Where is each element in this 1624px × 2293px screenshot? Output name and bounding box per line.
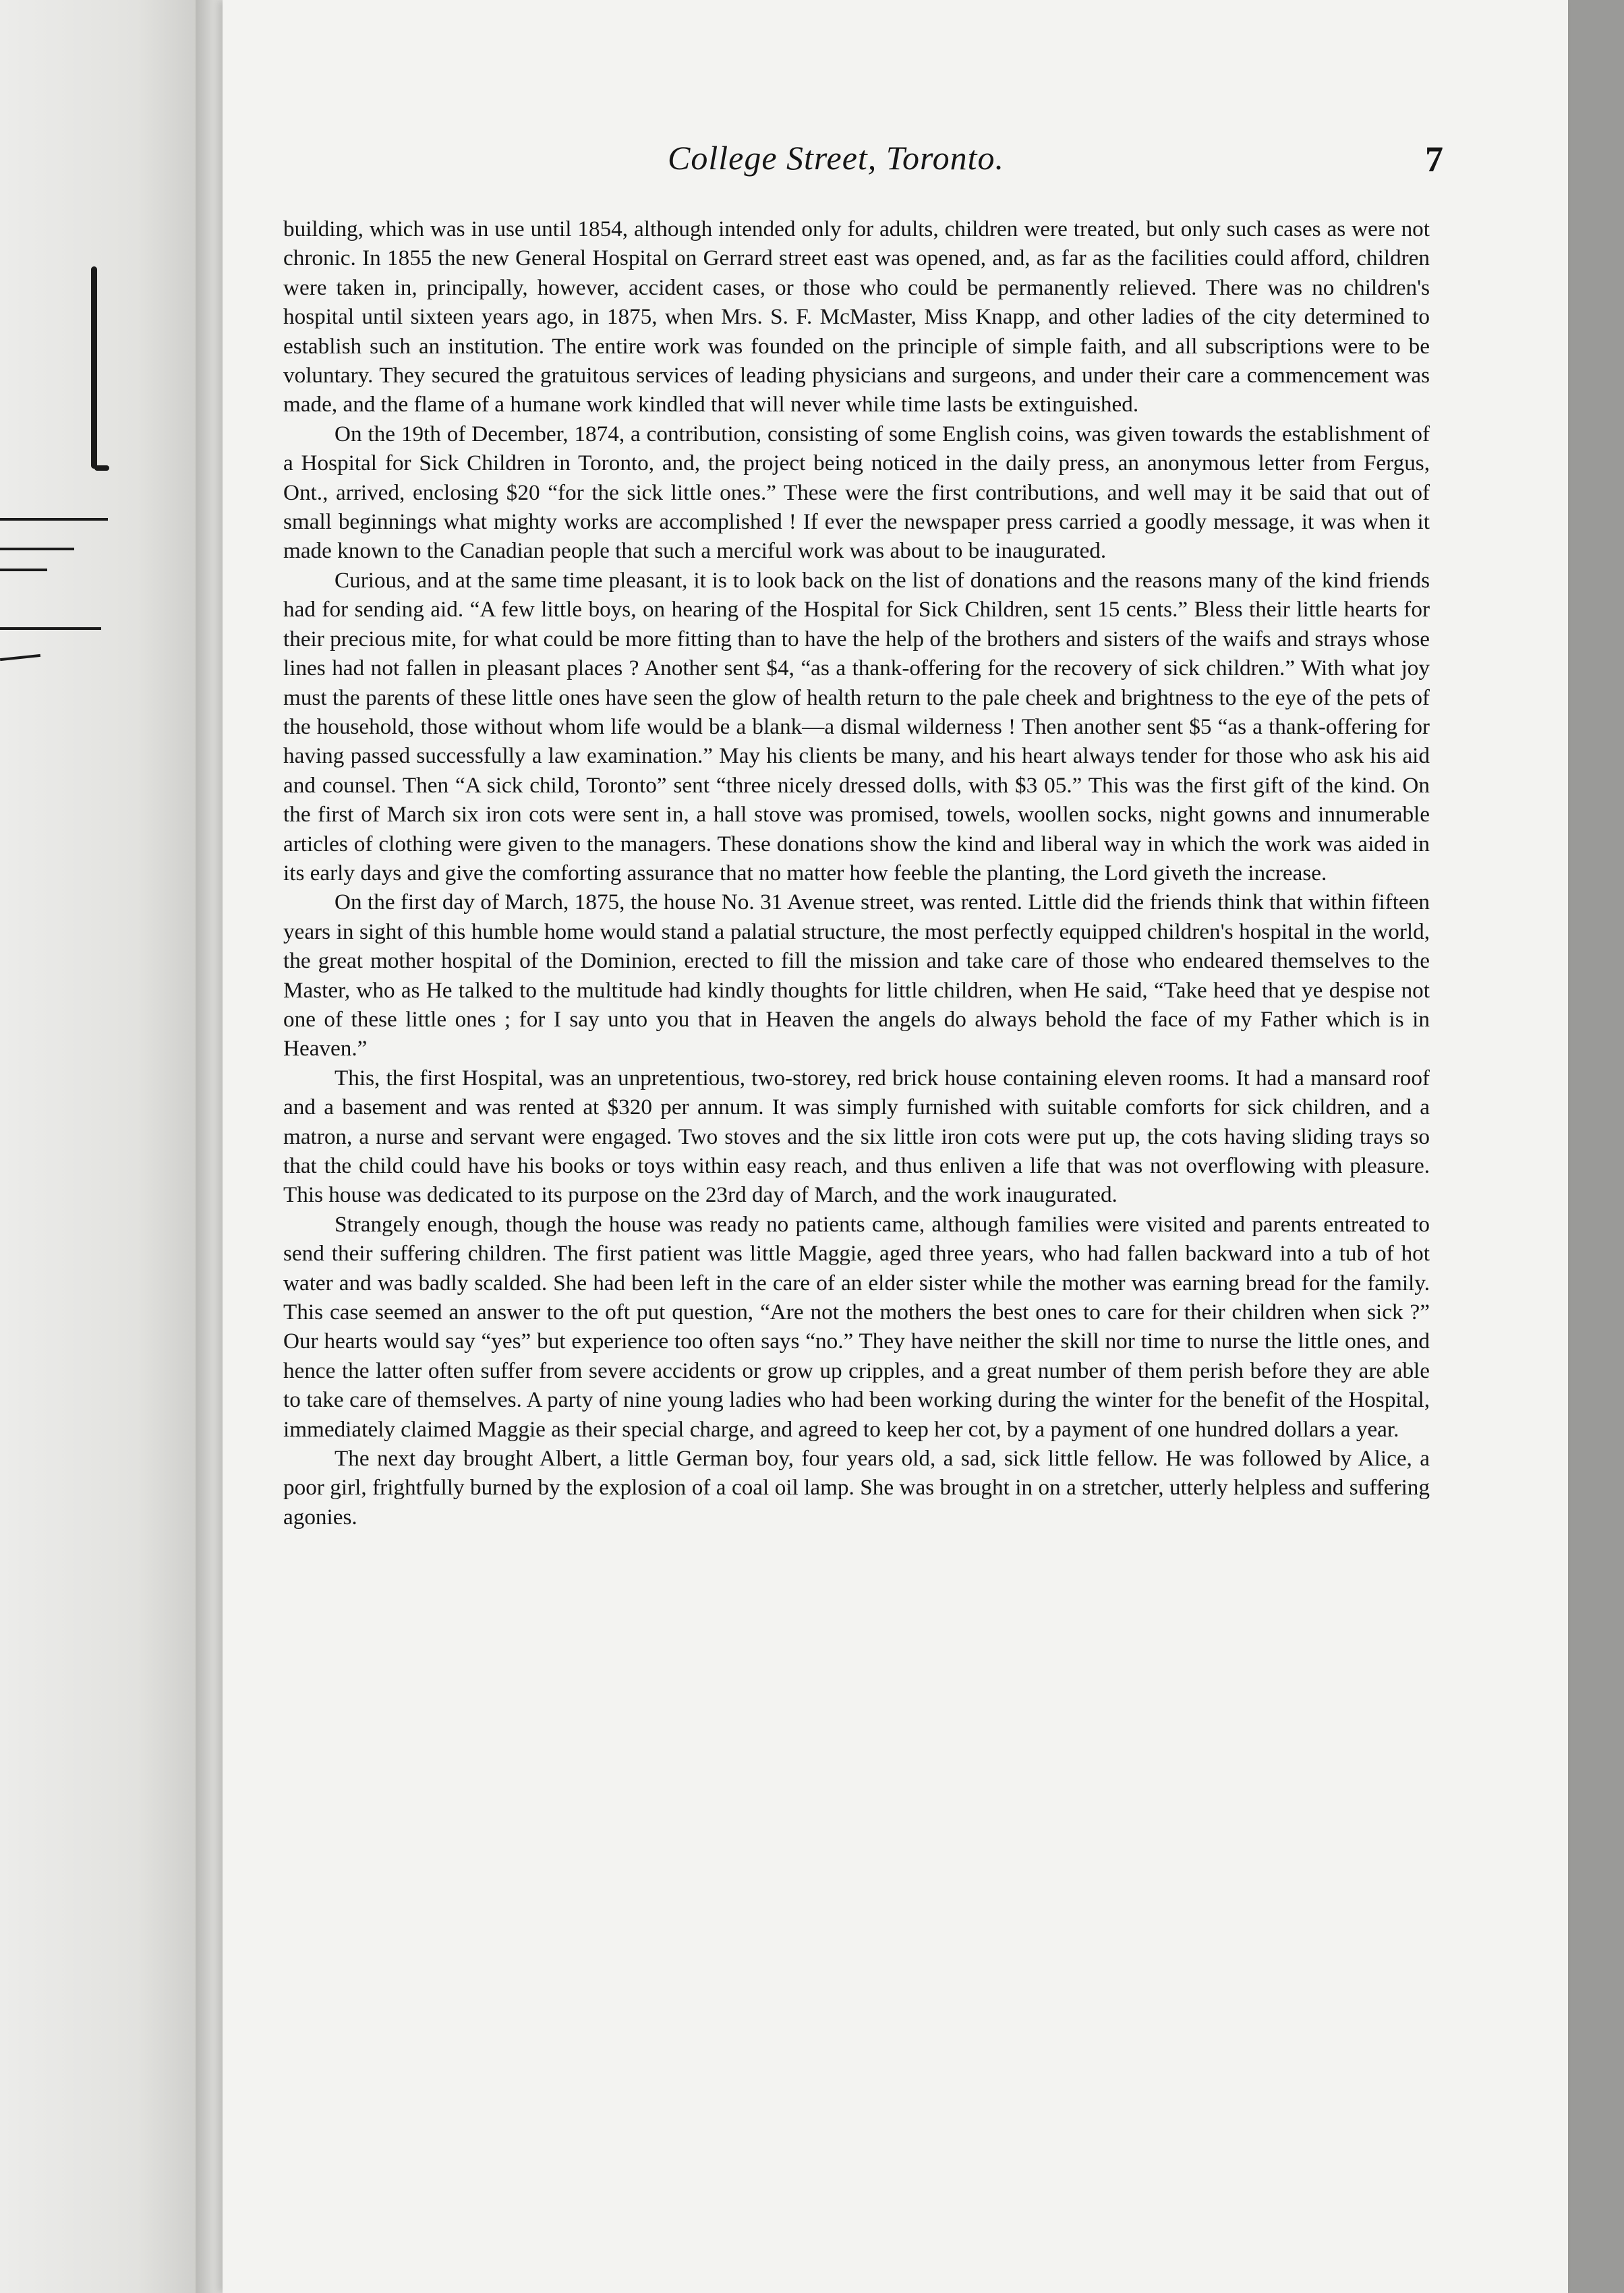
paragraph: On the first day of March, 1875, the house No. 31 Avenue street, was rented. Little did the friends think that within fifteen years in sight of this humble home would stand a palatial structure, the most perfectly equipped children's hospital in the world, the great mother hospital of the Dominion, erected to fill the mission and take care of those who endeared themselves to the Master, who as He talked to the multitude had kindly thoughts for little children, when He said, “Take heed that ye despise not one of these little ones ; for I say unto you that in Heaven the angels do always behold the face of my Father which is in Heaven.”: [283, 890, 1430, 1062]
running-head: College Street, Toronto.: [668, 139, 1004, 177]
facing-page-rule: [0, 654, 40, 661]
facing-page-rule: [0, 548, 74, 550]
facing-page-rule: [0, 627, 101, 630]
paragraph: Curious, and at the same time pleasant, it is to look back on the list of donations and the reasons many of the kind friends had for sending aid. “A few little boys, on hearing of the Hospital for Sick Children, sent 15 cents.” Bless their little hearts for their precious mite, for what could be more fitting than to have the help of the brothers and sisters of the waifs and strays whose lines had not fallen in pleasant places ? Another sent $4, “as a thank-offering for the recovery of sick children.” With what joy must the parents of these little ones have seen the glow of health return to the pale cheek and brightness to the eye of the pets of the household, those without whom life would be a blank—a dismal wilderness ! Then another sent $5 “as a thank-offering for having passed successfully a law examination.” May his clients be many, and his heart always tender for those who ask his aid and counsel. Then “A sick child, Toronto” sent “three nicely dressed dolls, with $3 05.” This was the first gift of the kind. On the first of March six iron cots were sent in, a hall stove was promised, towels, woollen socks, night gowns and innumerable articles of clothing were given to the managers. These donations show the kind and liberal way in which the work was aided in its early days and give the comforting assurance that no matter how feeble the planting, the Lord giveth the increase.: [283, 567, 1430, 886]
facing-page-edge: [0, 0, 196, 2293]
paragraph: building, which was in use until 1854, although intended only for adults, children were treated, but only such cases as were not chronic. In 1855 the new General Hospital on Gerrard street east was opened, and, as far as the facilities could afford, children were taken in, principally, however, accident cases, or those who could be permanently relieved. There was no children's hospital until sixteen years ago, in 1875, when Mrs. S. F. McMaster, Miss Knapp, and other ladies of the city determined to establish such an institution. The entire work was founded on the principle of simple faith, and all subscriptions were to be voluntary. They secured the gratuitous services of leading physicians and surgeons, and under their care a commencement was made, and the flame of a humane work kindled that will never while time lasts be extinguished.: [283, 216, 1430, 417]
facing-page-bracket-hook: [94, 465, 109, 471]
body-text: [283, 214, 1430, 1532]
paragraph: This, the first Hospital, was an unpretentious, two-storey, red brick house containing eleven rooms. It had a mansard roof and a basement and was rented at $320 per annum. It was simply furnished with suitable comforts for sick children, and a matron, a nurse and servant were engaged. Two stoves and the six little iron cots were put up, the cots having sliding trays so that the child could have his books or toys within easy reach, and thus enliven a life that was not overflowing with pleasure. This house was dedicated to its purpose on the 23rd day of March, and the work inaugurated.: [283, 1065, 1430, 1208]
page-number: 7: [1425, 139, 1443, 179]
paragraph: Strangely enough, though the house was ready no patients came, although families were visited and parents entreated to send their suffering children. The first patient was little Maggie, aged three years, who had fallen backward into a tub of hot water and was badly scalded. She had been left in the care of an elder sister while the mother was earning bread for the family. This case seemed an answer to the oft put question, “Are not the mothers the best ones to care for their children when sick ?” Our hearts would say “yes” but experience too often says “no.” They have neither the skill nor time to nurse the little ones, and hence the latter often suffer from severe accidents or grow up cripples, and a great number of them perish before they are able to take care of themselves. A party of nine young ladies who had been working during the winter for the benefit of the Hospital, immediately claimed Maggie as their special charge, and agreed to keep her cot, by a payment of one hundred dollars a year.: [283, 1211, 1430, 1442]
facing-page-rule: [0, 518, 108, 521]
paragraph: The next day brought Albert, a little German boy, four years old, a sad, sick little fellow. He was followed by Alice, a poor girl, frightfully burned by the explosion of a coal oil lamp. She was brought in on a stretcher, utterly helpless and suffering agonies.: [283, 1446, 1430, 1530]
paragraph: On the 19th of December, 1874, a contribution, consisting of some English coins, was given towards the establishment of a Hospital for Sick Children in Toronto, and, the project being noticed in the daily press, an anonymous letter from Fergus, Ont., arrived, enclosing $20 “for the sick little ones.” These were the first contributions, and well may it be said that out of small beginnings what mighty works are accomplished ! If ever the newspaper press carried a goodly message, it was when it made known to the Canadian people that such a merciful work was about to be inaugurated.: [283, 421, 1430, 564]
page-header: [432, 138, 1443, 192]
facing-page-rule: [0, 569, 47, 571]
facing-page-bracket: [91, 266, 97, 469]
